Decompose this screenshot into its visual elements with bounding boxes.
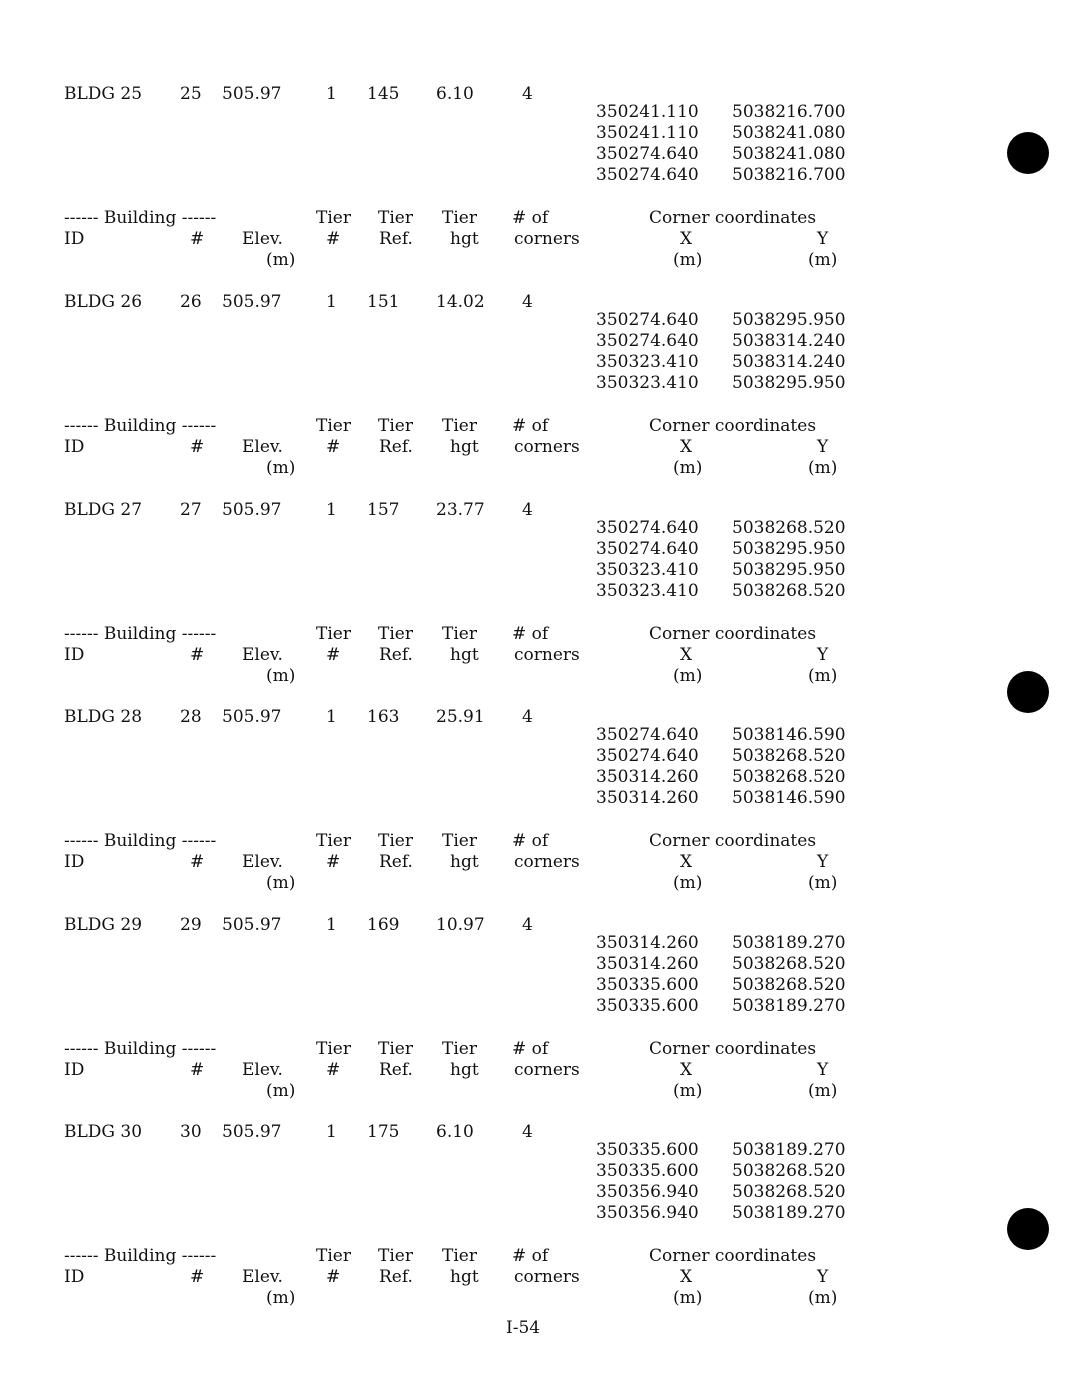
header-building-group: ------ Building ------ bbox=[64, 1039, 217, 1059]
corner-y: 5038295.950 bbox=[732, 560, 846, 580]
header-hash: # bbox=[326, 852, 341, 872]
header-hash: # bbox=[326, 1267, 341, 1287]
header-unit: (m) bbox=[673, 1288, 703, 1308]
corner-y: 5038216.700 bbox=[732, 165, 846, 185]
header-elev: Elev. bbox=[242, 437, 283, 457]
header-hgt: hgt bbox=[450, 229, 479, 249]
header-id: ID bbox=[64, 852, 85, 872]
header-tier: Tier bbox=[378, 416, 413, 436]
header-unit: (m) bbox=[266, 458, 296, 478]
building-id: BLDG 29 bbox=[64, 915, 143, 935]
header-elev: Elev. bbox=[242, 645, 283, 665]
corner-y: 5038295.950 bbox=[732, 539, 846, 559]
corner-count: 4 bbox=[522, 500, 533, 520]
corner-y: 5038268.520 bbox=[732, 954, 846, 974]
corner-x: 350335.600 bbox=[596, 975, 699, 995]
header-y: Y bbox=[817, 437, 829, 457]
tier-number: 1 bbox=[326, 292, 337, 312]
header-y: Y bbox=[817, 229, 829, 249]
building-id: BLDG 26 bbox=[64, 292, 143, 312]
corner-y: 5038146.590 bbox=[732, 725, 846, 745]
tier-ref: 151 bbox=[367, 292, 400, 312]
tier-number: 1 bbox=[326, 915, 337, 935]
corner-count: 4 bbox=[522, 707, 533, 727]
header-id: ID bbox=[64, 437, 85, 457]
corner-x: 350323.410 bbox=[596, 560, 699, 580]
header-tier: Tier bbox=[316, 1246, 351, 1266]
corner-count: 4 bbox=[522, 84, 533, 104]
building-number: 27 bbox=[180, 500, 202, 520]
header-elev: Elev. bbox=[242, 852, 283, 872]
header-hash: # bbox=[190, 437, 205, 457]
tier-ref: 169 bbox=[367, 915, 400, 935]
header-corner-coordinates: Corner coordinates bbox=[649, 208, 817, 228]
header-building-group: ------ Building ------ bbox=[64, 1246, 217, 1266]
header-building-group: ------ Building ------ bbox=[64, 831, 217, 851]
header-tier: Tier bbox=[378, 831, 413, 851]
header-hash: # bbox=[326, 229, 341, 249]
corner-x: 350241.110 bbox=[596, 123, 699, 143]
header-unit: (m) bbox=[673, 666, 703, 686]
header-elev: Elev. bbox=[242, 1267, 283, 1287]
header-tier: Tier bbox=[442, 416, 477, 436]
header-id: ID bbox=[64, 645, 85, 665]
header-x: X bbox=[680, 1060, 693, 1080]
corner-y: 5038295.950 bbox=[732, 310, 846, 330]
header-unit: (m) bbox=[808, 458, 838, 478]
header-x: X bbox=[680, 229, 693, 249]
header-num-of: # of bbox=[512, 1039, 549, 1059]
corner-y: 5038268.520 bbox=[732, 518, 846, 538]
tier-ref: 175 bbox=[367, 1122, 400, 1142]
building-section bbox=[0, 84, 1068, 284]
header-corner-coordinates: Corner coordinates bbox=[649, 1039, 817, 1059]
header-hgt: hgt bbox=[450, 437, 479, 457]
tier-ref: 157 bbox=[367, 500, 400, 520]
header-unit: (m) bbox=[266, 1081, 296, 1101]
tier-height: 25.91 bbox=[436, 707, 485, 727]
building-section bbox=[0, 915, 1068, 1115]
corner-y: 5038146.590 bbox=[732, 788, 846, 808]
header-unit: (m) bbox=[673, 458, 703, 478]
building-section bbox=[0, 292, 1068, 492]
building-id: BLDG 27 bbox=[64, 500, 143, 520]
header-unit: (m) bbox=[673, 1081, 703, 1101]
corner-count: 4 bbox=[522, 1122, 533, 1142]
header-corners: corners bbox=[514, 645, 580, 665]
corner-x: 350335.600 bbox=[596, 1161, 699, 1181]
building-number: 26 bbox=[180, 292, 202, 312]
corner-y: 5038268.520 bbox=[732, 746, 846, 766]
header-unit: (m) bbox=[673, 250, 703, 270]
header-id: ID bbox=[64, 1267, 85, 1287]
tier-ref: 163 bbox=[367, 707, 400, 727]
header-unit: (m) bbox=[808, 666, 838, 686]
building-elev: 505.97 bbox=[222, 500, 282, 520]
header-hgt: hgt bbox=[450, 1060, 479, 1080]
corner-x: 350274.640 bbox=[596, 165, 699, 185]
header-building-group: ------ Building ------ bbox=[64, 416, 217, 436]
header-y: Y bbox=[817, 1267, 829, 1287]
corner-y: 5038314.240 bbox=[732, 331, 846, 351]
header-hash: # bbox=[326, 437, 341, 457]
header-x: X bbox=[680, 437, 693, 457]
tier-height: 6.10 bbox=[436, 84, 474, 104]
header-tier: Tier bbox=[316, 624, 351, 644]
header-tier: Tier bbox=[442, 624, 477, 644]
tier-height: 23.77 bbox=[436, 500, 485, 520]
building-section bbox=[0, 707, 1068, 907]
building-number: 29 bbox=[180, 915, 202, 935]
header-ref: Ref. bbox=[379, 437, 413, 457]
header-y: Y bbox=[817, 1060, 829, 1080]
header-ref: Ref. bbox=[379, 229, 413, 249]
tier-number: 1 bbox=[326, 500, 337, 520]
header-hash: # bbox=[190, 852, 205, 872]
header-tier: Tier bbox=[378, 1246, 413, 1266]
corner-y: 5038268.520 bbox=[732, 975, 846, 995]
corner-y: 5038295.950 bbox=[732, 373, 846, 393]
building-elev: 505.97 bbox=[222, 292, 282, 312]
header-hash: # bbox=[190, 229, 205, 249]
header-tier: Tier bbox=[442, 1039, 477, 1059]
corner-x: 350314.260 bbox=[596, 788, 699, 808]
header-num-of: # of bbox=[512, 831, 549, 851]
building-elev: 505.97 bbox=[222, 84, 282, 104]
header-ref: Ref. bbox=[379, 645, 413, 665]
header-unit: (m) bbox=[266, 250, 296, 270]
header-num-of: # of bbox=[512, 416, 549, 436]
header-ref: Ref. bbox=[379, 1267, 413, 1287]
header-ref: Ref. bbox=[379, 1060, 413, 1080]
header-tier: Tier bbox=[316, 208, 351, 228]
header-tier: Tier bbox=[378, 208, 413, 228]
corner-x: 350274.640 bbox=[596, 518, 699, 538]
header-tier: Tier bbox=[316, 1039, 351, 1059]
corner-count: 4 bbox=[522, 292, 533, 312]
corner-x: 350274.640 bbox=[596, 310, 699, 330]
header-tier: Tier bbox=[316, 831, 351, 851]
tier-number: 1 bbox=[326, 84, 337, 104]
header-hgt: hgt bbox=[450, 1267, 479, 1287]
corner-x: 350323.410 bbox=[596, 581, 699, 601]
header-tier: Tier bbox=[442, 208, 477, 228]
corner-y: 5038216.700 bbox=[732, 102, 846, 122]
corner-x: 350335.600 bbox=[596, 1140, 699, 1160]
header-hash: # bbox=[190, 1267, 205, 1287]
header-y: Y bbox=[817, 645, 829, 665]
tier-number: 1 bbox=[326, 707, 337, 727]
header-x: X bbox=[680, 852, 693, 872]
header-unit: (m) bbox=[266, 873, 296, 893]
header-y: Y bbox=[817, 852, 829, 872]
header-unit: (m) bbox=[808, 1288, 838, 1308]
header-corner-coordinates: Corner coordinates bbox=[649, 416, 817, 436]
header-elev: Elev. bbox=[242, 1060, 283, 1080]
header-elev: Elev. bbox=[242, 229, 283, 249]
building-number: 28 bbox=[180, 707, 202, 727]
corner-y: 5038268.520 bbox=[732, 1161, 846, 1181]
building-number: 25 bbox=[180, 84, 202, 104]
header-tier: Tier bbox=[378, 624, 413, 644]
corner-y: 5038241.080 bbox=[732, 144, 846, 164]
building-section bbox=[0, 500, 1068, 700]
corner-y: 5038189.270 bbox=[732, 1203, 846, 1223]
corner-y: 5038189.270 bbox=[732, 996, 846, 1016]
header-hgt: hgt bbox=[450, 852, 479, 872]
header-unit: (m) bbox=[266, 1288, 296, 1308]
corner-y: 5038241.080 bbox=[732, 123, 846, 143]
corner-y: 5038268.520 bbox=[732, 767, 846, 787]
header-unit: (m) bbox=[808, 873, 838, 893]
header-num-of: # of bbox=[512, 1246, 549, 1266]
building-elev: 505.97 bbox=[222, 1122, 282, 1142]
corner-count: 4 bbox=[522, 915, 533, 935]
header-corners: corners bbox=[514, 437, 580, 457]
corner-x: 350274.640 bbox=[596, 746, 699, 766]
building-elev: 505.97 bbox=[222, 915, 282, 935]
header-hash: # bbox=[190, 645, 205, 665]
header-corners: corners bbox=[514, 229, 580, 249]
header-corner-coordinates: Corner coordinates bbox=[649, 831, 817, 851]
corner-x: 350323.410 bbox=[596, 373, 699, 393]
building-number: 30 bbox=[180, 1122, 202, 1142]
corner-x: 350241.110 bbox=[596, 102, 699, 122]
header-tier: Tier bbox=[316, 416, 351, 436]
header-num-of: # of bbox=[512, 624, 549, 644]
header-id: ID bbox=[64, 229, 85, 249]
tier-ref: 145 bbox=[367, 84, 400, 104]
header-id: ID bbox=[64, 1060, 85, 1080]
corner-y: 5038189.270 bbox=[732, 933, 846, 953]
header-corners: corners bbox=[514, 1060, 580, 1080]
header-hash: # bbox=[326, 645, 341, 665]
header-building-group: ------ Building ------ bbox=[64, 208, 217, 228]
corner-x: 350323.410 bbox=[596, 352, 699, 372]
header-x: X bbox=[680, 645, 693, 665]
corner-x: 350274.640 bbox=[596, 725, 699, 745]
header-num-of: # of bbox=[512, 208, 549, 228]
header-corner-coordinates: Corner coordinates bbox=[649, 624, 817, 644]
corner-x: 350274.640 bbox=[596, 144, 699, 164]
corner-y: 5038268.520 bbox=[732, 581, 846, 601]
header-x: X bbox=[680, 1267, 693, 1287]
header-tier: Tier bbox=[442, 831, 477, 851]
building-id: BLDG 30 bbox=[64, 1122, 143, 1142]
corner-x: 350314.260 bbox=[596, 767, 699, 787]
corner-y: 5038314.240 bbox=[732, 352, 846, 372]
tier-height: 10.97 bbox=[436, 915, 485, 935]
header-corners: corners bbox=[514, 1267, 580, 1287]
corner-x: 350314.260 bbox=[596, 933, 699, 953]
building-elev: 505.97 bbox=[222, 707, 282, 727]
header-unit: (m) bbox=[808, 250, 838, 270]
corner-x: 350356.940 bbox=[596, 1182, 699, 1202]
corner-x: 350314.260 bbox=[596, 954, 699, 974]
header-tier: Tier bbox=[378, 1039, 413, 1059]
tier-height: 6.10 bbox=[436, 1122, 474, 1142]
corner-y: 5038268.520 bbox=[732, 1182, 846, 1202]
tier-number: 1 bbox=[326, 1122, 337, 1142]
header-tier: Tier bbox=[442, 1246, 477, 1266]
header-unit: (m) bbox=[673, 873, 703, 893]
building-id: BLDG 28 bbox=[64, 707, 143, 727]
page-number: I-54 bbox=[506, 1318, 541, 1338]
header-unit: (m) bbox=[808, 1081, 838, 1101]
corner-y: 5038189.270 bbox=[732, 1140, 846, 1160]
tier-height: 14.02 bbox=[436, 292, 485, 312]
header-building-group: ------ Building ------ bbox=[64, 624, 217, 644]
corner-x: 350356.940 bbox=[596, 1203, 699, 1223]
corner-x: 350335.600 bbox=[596, 996, 699, 1016]
corner-x: 350274.640 bbox=[596, 331, 699, 351]
header-ref: Ref. bbox=[379, 852, 413, 872]
corner-x: 350274.640 bbox=[596, 539, 699, 559]
header-hash: # bbox=[190, 1060, 205, 1080]
header-corner-coordinates: Corner coordinates bbox=[649, 1246, 817, 1266]
header-unit: (m) bbox=[266, 666, 296, 686]
header-hash: # bbox=[326, 1060, 341, 1080]
header-corners: corners bbox=[514, 852, 580, 872]
building-id: BLDG 25 bbox=[64, 84, 143, 104]
header-hgt: hgt bbox=[450, 645, 479, 665]
building-section bbox=[0, 1122, 1068, 1322]
